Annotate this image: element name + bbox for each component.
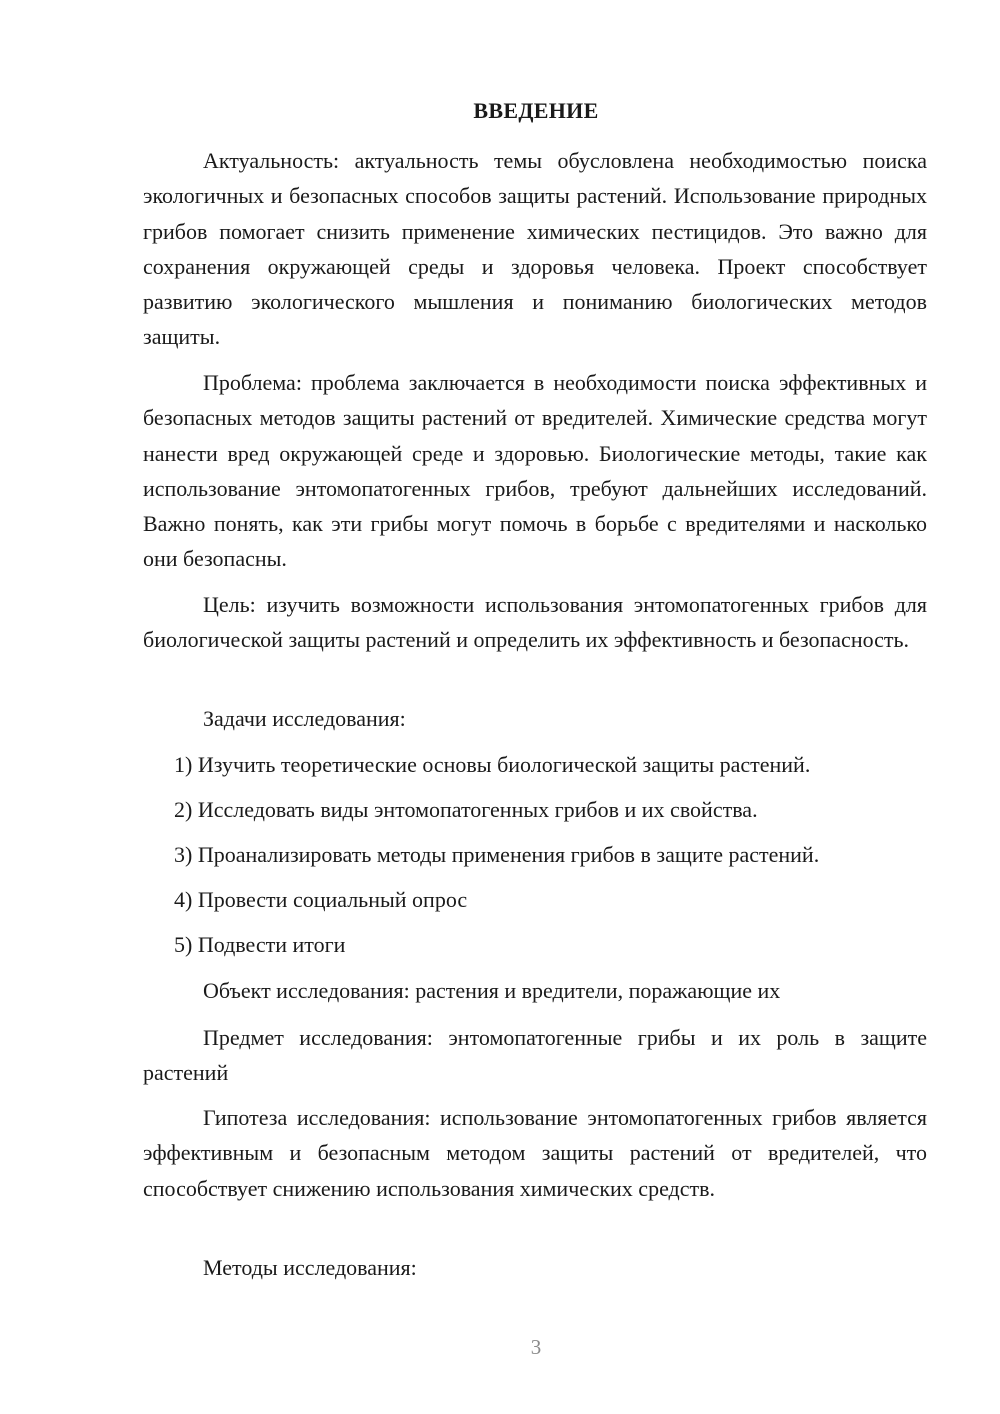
relevance-paragraph: Актуальность: актуальность темы обусловлена необходимостью поиска экологичных и безопасных способов защиты растений. Использование природных грибов помогает снизить применение химических пестицидов. Это важно для сохранения окружающей среды и здоровья человека. Проект способствует развитию экологического мышления и пониманию биологических методов защиты. xyxy=(143,148,927,350)
subject-paragraph: Предмет исследования: энтомопатогенные грибы и их роль в защите растений xyxy=(143,1025,927,1086)
task-item-2: 2) Исследовать виды энтомопатогенных грибов и их свойства. xyxy=(174,797,758,822)
page-title: ВВЕДЕНИЕ xyxy=(473,98,599,123)
methods-heading: Методы исследования: xyxy=(203,1255,417,1280)
task-item-1: 1) Изучить теоретические основы биологической защиты растений. xyxy=(174,752,811,777)
tasks-heading: Задачи исследования: xyxy=(203,706,406,731)
task-item-5: 5) Подвести итоги xyxy=(174,932,346,957)
task-item-3: 3) Проанализировать методы применения грибов в защите растений. xyxy=(174,842,820,867)
page-number: 3 xyxy=(530,1335,542,1359)
problem-paragraph: Проблема: проблема заключается в необходимости поиска эффективных и безопасных методов защиты растений от вредителей. Химические средства могут нанести вред окружающей среде и здоровью. Биологические методы, такие как использование энтомопатогенных грибов, требуют дальнейших исследований. Важно понять, как эти грибы могут помочь в борьбе с вредителями и насколько они безопасны. xyxy=(143,370,927,572)
task-item-4: 4) Провести социальный опрос xyxy=(174,887,468,912)
object-line: Объект исследования: растения и вредители, поражающие их xyxy=(203,978,781,1003)
hypothesis-paragraph: Гипотеза исследования: использование энтомопатогенных грибов является эффективным и безопасным методом защиты растений от вредителей, что способствует снижению использования химических средств. xyxy=(143,1105,927,1201)
goal-paragraph: Цель: изучить возможности использования энтомопатогенных грибов для биологической защиты растений и определить их эффективность и безопасность. xyxy=(143,592,927,653)
